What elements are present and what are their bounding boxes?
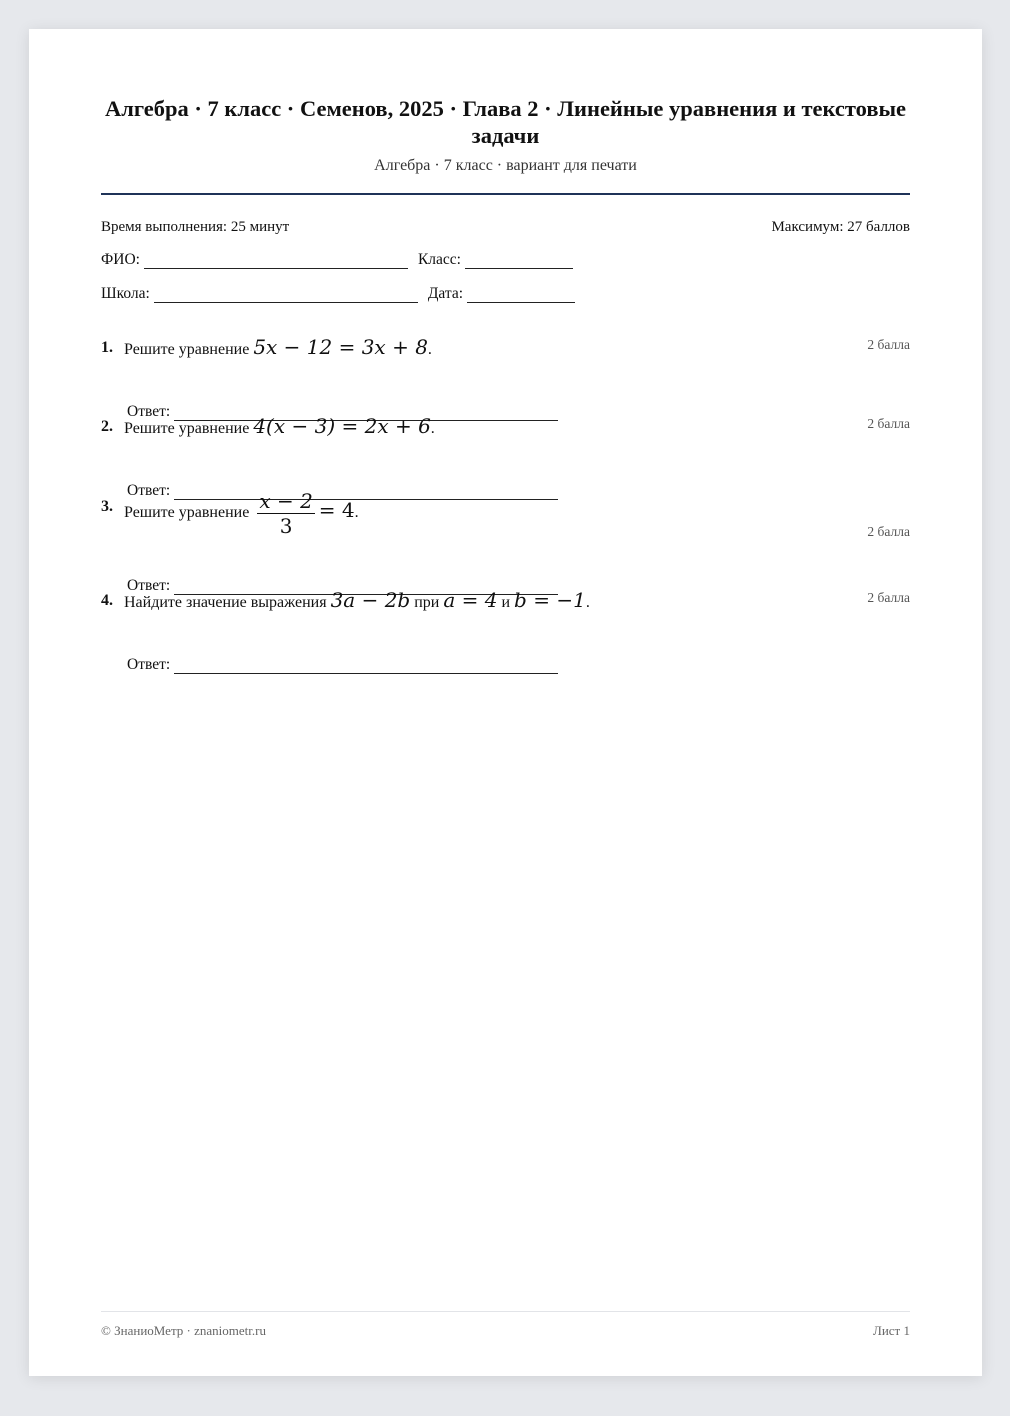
worksheet-page <box>29 29 982 1376</box>
question-points: 2 балла <box>867 524 910 539</box>
question-lead: Найдите значение выражения <box>124 594 327 611</box>
footer-divider <box>101 1311 910 1312</box>
meta-row <box>101 219 910 236</box>
question-expression: 3a − 2b <box>330 588 411 612</box>
question-expression: 5x − 12 = 3x + 8 <box>253 335 428 359</box>
page-title: Алгебра · 7 класс · Семенов, 2025 · Глава 2 · Линейные уравнения и текстовые задачи <box>104 96 907 148</box>
question-number: 3. <box>101 498 113 515</box>
date-input-line[interactable] <box>467 286 575 303</box>
footer-page-number: Лист 1 <box>873 1323 910 1338</box>
question-points: 2 балла <box>867 337 910 352</box>
question-text: Найдите значение выражения 3a − 2b при a = 4 и b = −1. <box>124 588 590 612</box>
date-label: Дата: <box>427 285 464 302</box>
answer-label: Ответ: <box>127 577 171 594</box>
answer-label: Ответ: <box>127 656 171 673</box>
class-label: Класс: <box>417 251 461 268</box>
answer-label: Ответ: <box>127 482 171 499</box>
time-limit: Время выполнения: 25 минут <box>101 219 290 235</box>
question-number: 2. <box>101 418 113 435</box>
fraction-denominator: 3 <box>279 514 293 538</box>
field-row-fio-class <box>101 251 583 269</box>
fio-label: ФИО: <box>101 251 140 268</box>
class-input-line[interactable] <box>465 252 573 269</box>
field-row-school-date <box>101 285 585 303</box>
answer-row <box>127 656 558 674</box>
question-number: 1. <box>101 339 113 356</box>
fio-input-line[interactable] <box>144 252 408 269</box>
footer <box>101 1323 910 1339</box>
question-text: Решите уравнение 4(x − 3) = 2x + 6. <box>124 414 435 438</box>
question-lead: Решите уравнение <box>124 341 250 358</box>
question-number: 4. <box>101 592 113 609</box>
question-connector: при <box>414 594 440 611</box>
fraction <box>257 489 314 538</box>
question-points: 2 балла <box>867 416 910 431</box>
question-expression-rhs: = 4 <box>318 498 355 523</box>
answer-label: Ответ: <box>127 403 171 420</box>
header-divider <box>101 193 910 195</box>
fraction-numerator: x − 2 <box>259 489 313 513</box>
question-expression: 4(x − 3) = 2x + 6 <box>253 414 431 438</box>
question-points: 2 балла <box>867 590 910 605</box>
footer-copyright: © ЗнаниоМетр · znaniometr.ru <box>101 1323 266 1338</box>
answer-input-line[interactable] <box>174 659 558 674</box>
school-label: Школа: <box>101 285 150 302</box>
page-content <box>101 29 910 1376</box>
page-subtitle: Алгебра · 7 класс · вариант для печати <box>374 157 637 174</box>
question-lead: Решите уравнение <box>124 420 250 437</box>
question-expression-b: b = −1 <box>514 588 586 612</box>
question-connector: и <box>501 594 511 611</box>
question-lead: Решите уравнение <box>124 504 250 522</box>
question-expression-a: a = 4 <box>443 588 498 612</box>
school-input-line[interactable] <box>154 286 418 303</box>
question-text: Решите уравнение 5x − 12 = 3x + 8. <box>124 335 432 359</box>
question-text: Решите уравнение $\frac{x - 2}{3}$ = 4. <box>124 489 359 538</box>
max-score: Максимум: 27 баллов <box>771 219 910 235</box>
